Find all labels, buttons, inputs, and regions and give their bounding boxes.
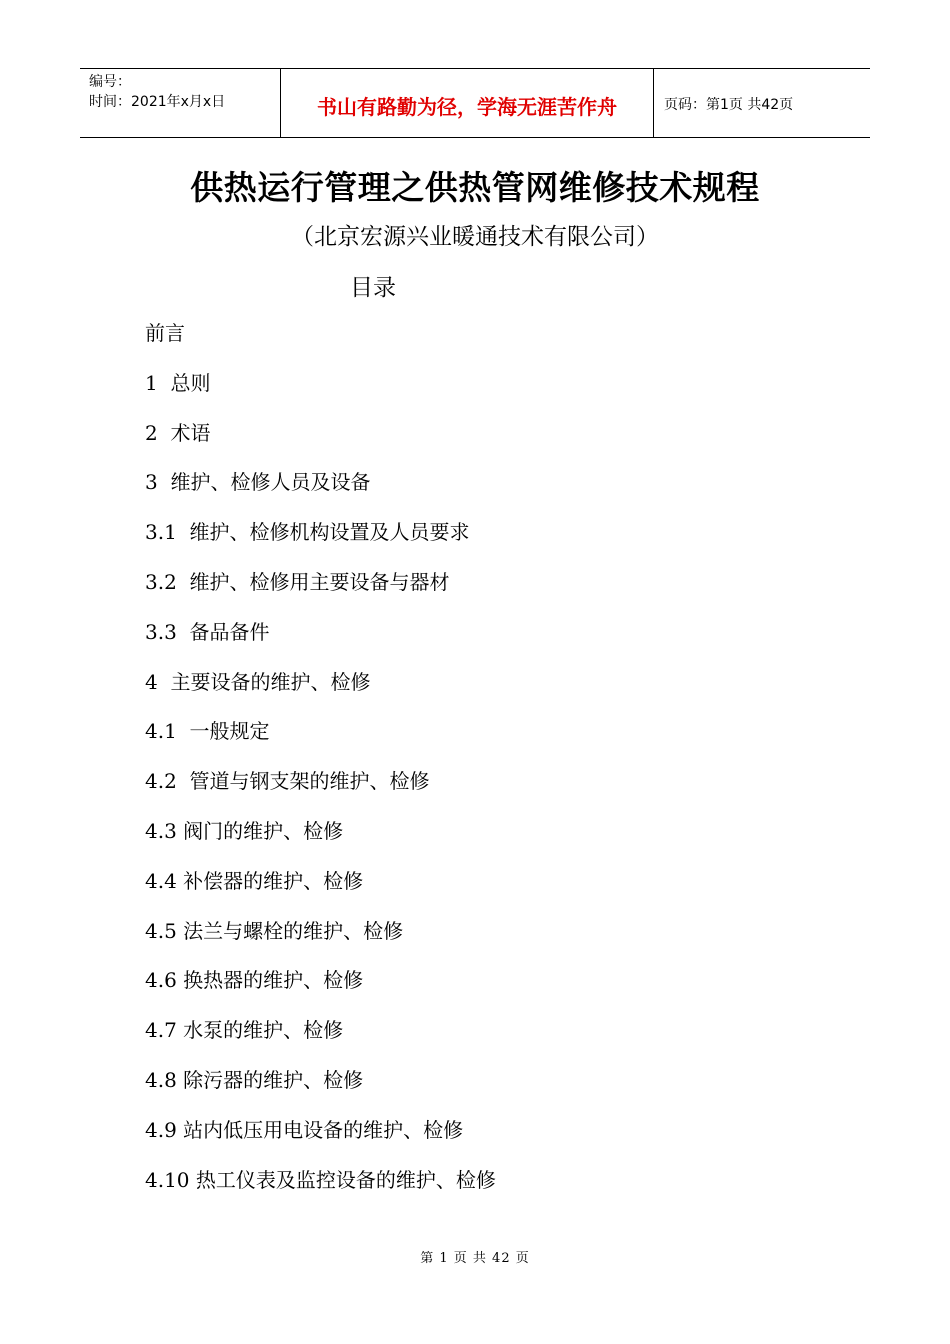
toc-item[interactable]: 1 总则 [145, 370, 211, 395]
table-of-contents [145, 320, 496, 1216]
toc-item[interactable]: 4.2 管道与钢支架的维护、检修 [145, 769, 430, 794]
header-page-info: 页码：第1页 共42页 [664, 97, 794, 113]
date-label: 时间：2021年x月x日 [89, 94, 226, 110]
toc-item[interactable]: 3.2 维护、检修用主要设备与器材 [145, 569, 450, 594]
header-page-cell [654, 69, 870, 137]
page-header [80, 68, 870, 138]
page-footer: 第 1 页 共 42 页 [420, 1251, 530, 1266]
document-subtitle: （北京宏源兴业暖通技术有限公司） [291, 224, 659, 250]
toc-item[interactable]: 3.1 维护、检修机构设置及人员要求 [145, 520, 470, 545]
toc-item[interactable]: 4.9 站内低压用电设备的维护、检修 [145, 1117, 464, 1142]
toc-item[interactable]: 4.1 一般规定 [145, 719, 270, 744]
header-meta-cell [80, 69, 281, 137]
toc-item[interactable]: 4 主要设备的维护、检修 [145, 669, 371, 694]
toc-heading: 目录 [350, 275, 396, 301]
toc-item[interactable]: 2 术语 [145, 420, 211, 445]
header-motto: 书山有路勤为径，学海无涯苦作舟 [317, 94, 617, 119]
header-motto-cell [281, 69, 654, 137]
toc-item[interactable]: 3 维护、检修人员及设备 [145, 470, 371, 495]
toc-item[interactable]: 3.3 备品备件 [145, 619, 270, 644]
toc-item[interactable]: 4.3 阀门的维护、检修 [145, 818, 344, 843]
toc-item[interactable]: 4.8 除污器的维护、检修 [145, 1067, 364, 1092]
toc-item[interactable]: 4.5 法兰与螺栓的维护、检修 [145, 918, 404, 943]
toc-item[interactable]: 前言 [145, 321, 185, 345]
toc-item[interactable]: 4.10 热工仪表及监控设备的维护、检修 [145, 1167, 496, 1192]
toc-item[interactable]: 4.7 水泵的维护、检修 [145, 1018, 344, 1043]
toc-item[interactable]: 4.6 换热器的维护、检修 [145, 968, 364, 993]
document-title: 供热运行管理之供热管网维修技术规程 [190, 168, 760, 207]
toc-item[interactable]: 4.4 补偿器的维护、检修 [145, 868, 364, 893]
serial-number-label: 编号： [89, 74, 131, 90]
